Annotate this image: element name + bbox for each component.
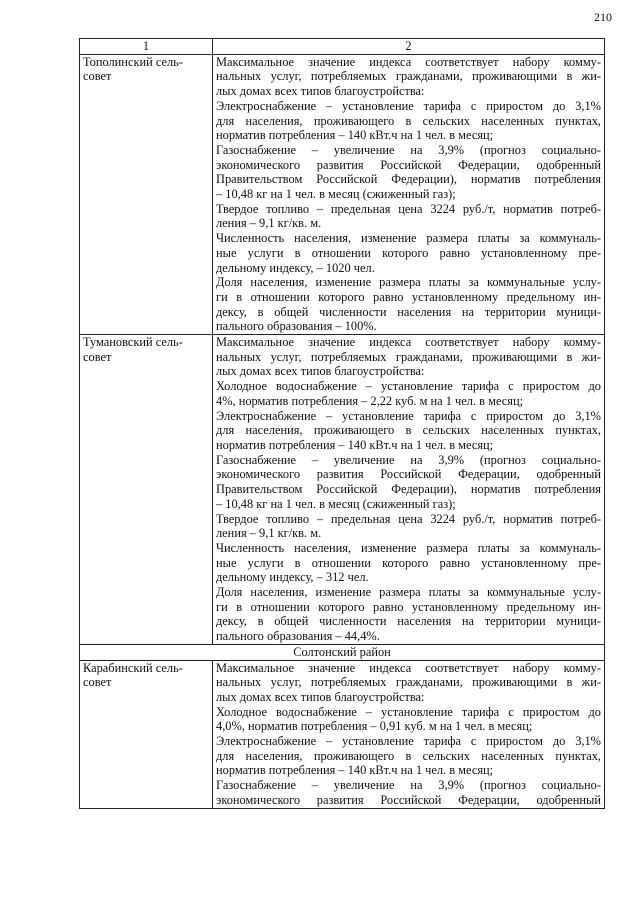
description-line: экономического развития Российской Федерации, одобренный: [216, 467, 601, 482]
name-line: совет: [83, 675, 112, 690]
description-line: норматив потребления – 140 кВт.ч на 1 чел. в месяц;: [216, 128, 494, 143]
description-cell: [213, 54, 605, 334]
description-line: нальных услуг, потребляемых гражданами, проживающими в жи-: [216, 675, 601, 690]
description-line: Газоснабжение – увеличение на 3,9% (прогноз социально-: [216, 452, 601, 467]
description-line: экономического развития Российской Федерации, одобренный: [216, 157, 601, 172]
description-line: ления – 9,1 кг/кв. м.: [216, 526, 322, 541]
description-line: Холодное водоснабжение – установление тарифа с приростом до: [216, 704, 601, 719]
col-header-1: 1: [80, 39, 213, 55]
name-line: Тополинский сель-: [83, 54, 183, 69]
description-line: дельному индексу, – 312 чел.: [216, 570, 369, 585]
description-line: Максимальное значение индекса соответствует набору комму-: [216, 335, 601, 350]
name-line: совет: [83, 349, 112, 364]
description-cell: [213, 660, 605, 808]
name-line: Карабинский сель-: [83, 660, 183, 675]
description-line: Газоснабжение – увеличение на 3,9% (прогноз социально-: [216, 778, 601, 793]
description-line: норматив потребления – 140 кВт.ч на 1 чел. в месяц;: [216, 437, 494, 452]
description-line: норматив потребления – 140 кВт.ч на 1 чел. в месяц;: [216, 763, 494, 778]
description-line: Доля населения, изменение размера платы за коммунальные услу-: [216, 585, 601, 600]
table-row: [80, 660, 605, 808]
description-line: – 10,48 кг на 1 чел. в месяц (сжиженный газ);: [216, 496, 456, 511]
name-line: Тумановский сель-: [83, 335, 183, 350]
description-line: для населения, проживающего в сельских населенных пунктах,: [216, 748, 601, 763]
tariff-table: [79, 38, 605, 809]
description-line: 4%, норматив потребления – 2,22 куб. м на 1 чел. в месяц;: [216, 393, 524, 408]
description-line: Электроснабжение – установление тарифа с приростом до 3,1%: [216, 408, 601, 423]
description-line: Максимальное значение индекса соответствует набору комму-: [216, 660, 601, 675]
description-line: Твердое топливо – предельная цена 3224 руб./т, норматив потреб-: [216, 511, 601, 526]
description-line: Твердое топливо – предельная цена 3224 руб./т, норматив потреб-: [216, 201, 601, 216]
municipality-name: [80, 54, 213, 334]
description-line: Электроснабжение – установление тарифа с приростом до 3,1%: [216, 734, 601, 749]
description-line: 4,0%, норматив потребления – 0,91 куб. м на 1 чел. в месяц;: [216, 719, 533, 734]
description-line: дельному индексу, – 1020 чел.: [216, 260, 375, 275]
description-line: Правительством Российской Федерации), норматив потребления: [216, 172, 601, 187]
description-line: нальных услуг, потребляемых гражданами, проживающими в жи-: [216, 69, 601, 84]
description-line: Правительством Российской Федерации), норматив потребления: [216, 482, 601, 497]
description-line: Холодное водоснабжение – установление тарифа с приростом до: [216, 379, 601, 394]
table-row: [80, 335, 605, 645]
description-line: Максимальное значение индекса соответствует набору комму-: [216, 54, 601, 69]
description-line: ги в отношении которого равно установленному предельному ин-: [216, 289, 601, 304]
description-line: Доля населения, изменение размера платы за коммунальные услу-: [216, 275, 601, 290]
description-line: пального образования – 44,4%.: [216, 629, 380, 644]
description-line: экономического развития Российской Федерации, одобренный: [216, 792, 601, 807]
description-line: Численность населения, изменение размера платы за коммуналь-: [216, 540, 601, 555]
header-row: [80, 39, 605, 55]
description-line: лых домах всех типов благоустройства:: [216, 84, 425, 99]
municipality-name: [80, 335, 213, 645]
description-line: нальных услуг, потребляемых гражданами, проживающими в жи-: [216, 349, 601, 364]
region-row: [80, 644, 605, 660]
description-line: Газоснабжение – увеличение на 3,9% (прогноз социально-: [216, 142, 601, 157]
description-line: ления – 9,1 кг/кв. м.: [216, 216, 322, 231]
description-line: – 10,48 кг на 1 чел. в месяц (сжиженный газ);: [216, 187, 456, 202]
description-cell: [213, 335, 605, 645]
description-line: для населения, проживающего в сельских населенных пунктах,: [216, 423, 601, 438]
table-row: [80, 54, 605, 334]
description-line: дексу, в общей численности населения на территории муници-: [216, 304, 601, 319]
municipality-name: [80, 660, 213, 808]
description-line: Электроснабжение – установление тарифа с приростом до 3,1%: [216, 98, 601, 113]
description-line: ги в отношении которого равно установленному предельному ин-: [216, 599, 601, 614]
page-number: 210: [594, 10, 612, 24]
description-line: ные услуги в отношении которого равно установленному пре-: [216, 245, 601, 260]
description-line: лых домах всех типов благоустройства:: [216, 364, 425, 379]
description-line: для населения, проживающего в сельских населенных пунктах,: [216, 113, 601, 128]
name-line: совет: [83, 69, 112, 84]
col-header-2: 2: [213, 39, 605, 55]
description-line: лых домах всех типов благоустройства:: [216, 689, 425, 704]
description-line: Численность населения, изменение размера платы за коммуналь-: [216, 231, 601, 246]
description-line: дексу, в общей численности населения на территории муници-: [216, 614, 601, 629]
description-line: ные услуги в отношении которого равно установленному пре-: [216, 555, 601, 570]
description-line: пального образования – 100%.: [216, 319, 377, 334]
region-title: Солтонский район: [80, 644, 605, 660]
